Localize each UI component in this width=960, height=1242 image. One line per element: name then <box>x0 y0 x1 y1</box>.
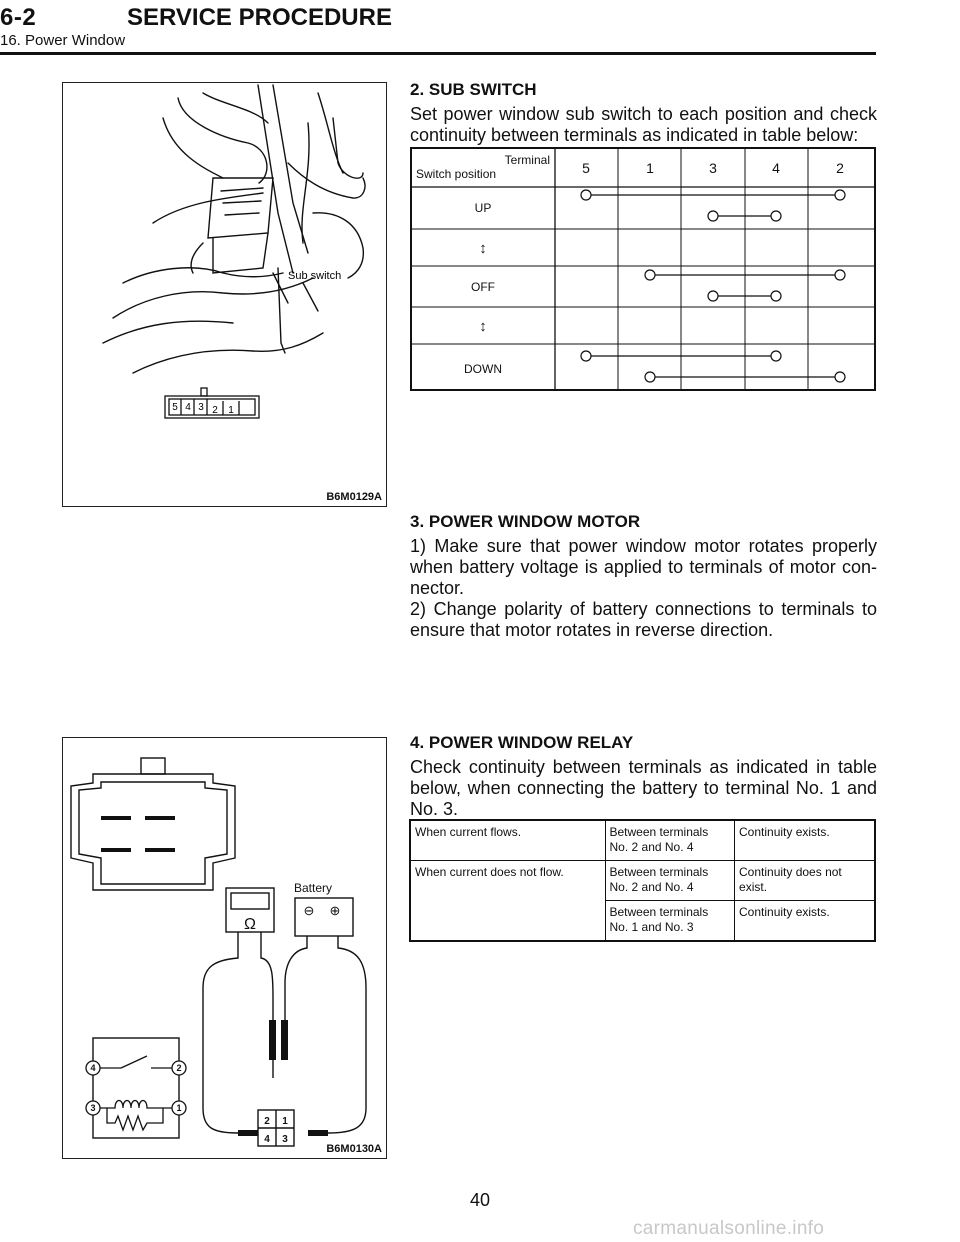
terminal-col-4: 4 <box>772 160 780 176</box>
connector-pin-5: 5 <box>172 402 178 413</box>
sub-switch-illustration <box>63 83 386 506</box>
relay-terminals: Between terminals No. 1 and No. 3 <box>605 901 735 942</box>
row-label-down: DOWN <box>464 362 502 376</box>
table-header-terminal: Terminal <box>504 153 550 167</box>
table-header-switch-position: Switch position <box>416 167 497 181</box>
battery-minus-terminal: ⊖ <box>303 903 315 918</box>
sub-switch-text: Set power window sub switch to each position and check continuity between terminals as indicated in table below: <box>410 104 877 145</box>
relay-condition: When current does not flow. <box>410 861 605 942</box>
terminal-col-3: 3 <box>709 160 717 176</box>
relay-condition: When current flows. <box>410 820 605 861</box>
sub-switch-continuity-table <box>410 147 876 391</box>
relay-test-illustration <box>63 738 386 1158</box>
battery-label: Battery <box>294 881 333 895</box>
section-heading-sub-switch: 2. SUB SWITCH <box>410 80 537 99</box>
motor-step-2: 2) Change polarity of battery connections to terminals to ensure that motor rotates in reverse direction. <box>410 599 877 640</box>
row-label-off: OFF <box>471 280 495 294</box>
relay-pin-4: 4 <box>90 1063 96 1073</box>
terminal-col-2: 2 <box>836 160 844 176</box>
relay-result: Continuity exists. <box>735 820 875 861</box>
connector-pin-4: 4 <box>185 402 191 413</box>
figure-code: B6M0130A <box>326 1143 382 1155</box>
table-row <box>410 820 875 861</box>
relay-terminals: Between terminals No. 2 and No. 4 <box>605 820 735 861</box>
terminal-col-1: 1 <box>646 160 654 176</box>
header-rule <box>0 52 876 55</box>
page-number: 40 <box>469 1190 491 1210</box>
row-label-transition-2: ↕ <box>479 318 487 335</box>
sub-switch-instructions <box>410 104 877 146</box>
figure-code: B6M0129A <box>326 491 382 503</box>
socket-pin-3: 3 <box>282 1134 288 1145</box>
relay-instructions <box>410 757 877 820</box>
relay-result: Continuity exists. <box>735 901 875 942</box>
row-label-transition-1: ↕ <box>479 240 487 257</box>
connector-pin-2: 2 <box>212 405 218 416</box>
page-title: SERVICE PROCEDURE <box>127 4 392 31</box>
relay-pin-1: 1 <box>176 1103 182 1113</box>
relay-terminals: Between terminals No. 2 and No. 4 <box>605 861 735 901</box>
relay-pin-3: 3 <box>90 1103 96 1113</box>
battery-plus-terminal: ⊕ <box>329 903 341 918</box>
section-heading-relay: 4. POWER WINDOW RELAY <box>410 733 634 752</box>
section-heading-motor: 3. POWER WINDOW MOTOR <box>410 512 641 531</box>
motor-instructions <box>410 536 877 641</box>
ohmmeter-symbol: Ω <box>244 916 256 933</box>
socket-pin-1: 1 <box>282 1116 288 1127</box>
section-number: 6-2 <box>0 4 37 31</box>
table-row <box>410 861 875 901</box>
relay-result: Continuity does not exist. <box>735 861 875 901</box>
sub-switch-label: Sub switch <box>288 270 342 282</box>
relay-pin-2: 2 <box>176 1063 182 1073</box>
terminal-col-5: 5 <box>582 160 590 176</box>
motor-step-1: 1) Make sure that power window motor rotates properly when battery voltage is applied to terminals of motor con-nector. <box>410 536 877 598</box>
row-label-up: UP <box>474 201 492 215</box>
connector-pin-1: 1 <box>228 405 234 416</box>
relay-text: Check continuity between terminals as indicated in table below, when connecting the battery to terminal No. 1 and No. 3. <box>410 757 877 819</box>
page-subtitle: 16. Power Window <box>0 32 126 49</box>
connector-pin-3: 3 <box>198 402 204 413</box>
relay-continuity-table <box>409 819 876 942</box>
socket-pin-2: 2 <box>264 1116 270 1127</box>
figure-relay-test <box>62 737 387 1159</box>
watermark: carmanualsonline.info <box>633 1218 825 1239</box>
socket-pin-4: 4 <box>264 1134 270 1145</box>
figure-sub-switch <box>62 82 387 507</box>
